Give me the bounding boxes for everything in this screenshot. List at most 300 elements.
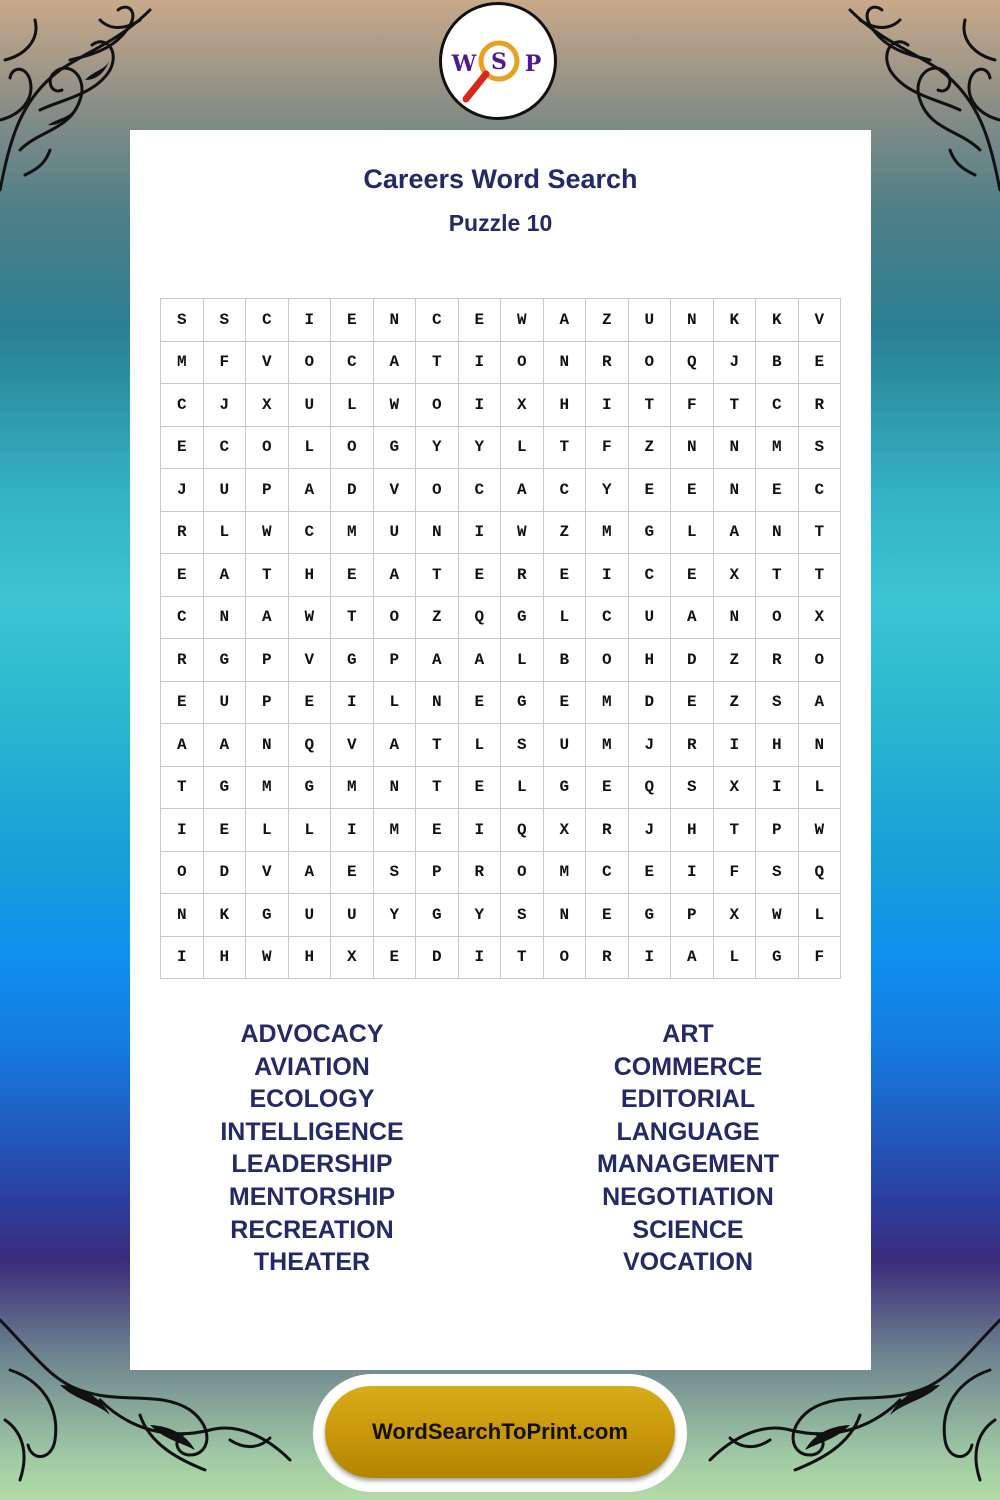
grid-cell[interactable]: N bbox=[416, 681, 459, 724]
grid-cell[interactable]: M bbox=[331, 766, 374, 809]
grid-cell[interactable]: T bbox=[501, 936, 544, 979]
grid-cell[interactable]: N bbox=[161, 894, 204, 937]
grid-cell[interactable]: N bbox=[203, 596, 246, 639]
grid-cell[interactable]: J bbox=[161, 469, 204, 512]
grid-cell[interactable]: N bbox=[416, 511, 459, 554]
grid-cell[interactable]: U bbox=[331, 894, 374, 937]
grid-cell[interactable]: J bbox=[713, 341, 756, 384]
grid-cell[interactable]: T bbox=[756, 554, 799, 597]
grid-cell[interactable]: K bbox=[756, 299, 799, 342]
grid-cell[interactable]: X bbox=[713, 554, 756, 597]
grid-cell[interactable]: D bbox=[628, 681, 671, 724]
grid-cell[interactable]: I bbox=[458, 384, 501, 427]
grid-cell[interactable]: C bbox=[543, 469, 586, 512]
grid-cell[interactable]: K bbox=[713, 299, 756, 342]
grid-cell[interactable]: C bbox=[416, 299, 459, 342]
grid-cell[interactable]: X bbox=[543, 809, 586, 852]
word-list-item: COMMERCE bbox=[613, 1052, 763, 1081]
site-link[interactable]: WordSearchToPrint.com bbox=[372, 1419, 628, 1444]
grid-cell[interactable]: A bbox=[161, 724, 204, 767]
grid-cell[interactable]: O bbox=[373, 596, 416, 639]
grid-cell[interactable]: A bbox=[416, 639, 459, 682]
word-list-right bbox=[538, 1018, 838, 1279]
grid-row bbox=[161, 384, 841, 427]
grid-cell[interactable]: Z bbox=[586, 299, 629, 342]
grid-cell[interactable]: N bbox=[713, 469, 756, 512]
grid-cell[interactable]: E bbox=[671, 554, 714, 597]
grid-cell[interactable]: L bbox=[713, 936, 756, 979]
grid-cell[interactable]: H bbox=[671, 809, 714, 852]
grid-cell[interactable]: S bbox=[756, 851, 799, 894]
grid-cell[interactable]: S bbox=[501, 724, 544, 767]
grid-cell[interactable]: I bbox=[288, 299, 331, 342]
grid-row bbox=[161, 511, 841, 554]
grid-cell[interactable]: M bbox=[543, 851, 586, 894]
grid-cell[interactable]: B bbox=[756, 341, 799, 384]
grid-cell[interactable]: G bbox=[756, 936, 799, 979]
grid-cell[interactable]: Y bbox=[586, 469, 629, 512]
grid-cell[interactable]: M bbox=[756, 426, 799, 469]
grid-cell[interactable]: C bbox=[586, 851, 629, 894]
grid-cell[interactable]: M bbox=[586, 511, 629, 554]
grid-row bbox=[161, 341, 841, 384]
grid-cell[interactable]: A bbox=[713, 511, 756, 554]
grid-cell[interactable]: E bbox=[331, 299, 374, 342]
grid-cell[interactable]: A bbox=[288, 469, 331, 512]
grid-cell[interactable]: G bbox=[501, 681, 544, 724]
grid-cell[interactable]: N bbox=[246, 724, 289, 767]
grid-cell[interactable]: E bbox=[798, 341, 841, 384]
grid-cell[interactable]: L bbox=[798, 766, 841, 809]
logo-letter-p: P bbox=[524, 51, 542, 77]
grid-row bbox=[161, 724, 841, 767]
grid-cell[interactable]: W bbox=[246, 511, 289, 554]
grid-cell[interactable]: T bbox=[713, 384, 756, 427]
grid-cell[interactable]: E bbox=[458, 766, 501, 809]
grid-cell[interactable]: E bbox=[416, 809, 459, 852]
grid-cell[interactable]: S bbox=[501, 894, 544, 937]
grid-cell[interactable]: E bbox=[161, 554, 204, 597]
word-list-item: ART bbox=[662, 1020, 714, 1048]
grid-cell[interactable]: L bbox=[288, 809, 331, 852]
puzzle-card bbox=[130, 130, 871, 1370]
grid-cell[interactable]: I bbox=[458, 936, 501, 979]
grid-cell[interactable]: O bbox=[288, 341, 331, 384]
grid-cell[interactable]: L bbox=[458, 724, 501, 767]
grid-cell[interactable]: Q bbox=[288, 724, 331, 767]
grid-cell[interactable]: O bbox=[416, 384, 459, 427]
grid-cell[interactable]: O bbox=[246, 426, 289, 469]
word-list-item: MANAGEMENT bbox=[597, 1150, 779, 1179]
grid-row bbox=[161, 681, 841, 724]
grid-cell[interactable]: O bbox=[161, 851, 204, 894]
letter-grid bbox=[160, 298, 841, 979]
grid-cell[interactable]: I bbox=[331, 681, 374, 724]
grid-cell[interactable]: I bbox=[161, 936, 204, 979]
grid-cell[interactable]: V bbox=[798, 299, 841, 342]
grid-cell[interactable]: G bbox=[501, 596, 544, 639]
grid-cell[interactable]: C bbox=[798, 469, 841, 512]
grid-cell[interactable]: C bbox=[628, 554, 671, 597]
grid-cell[interactable]: E bbox=[458, 681, 501, 724]
grid-cell[interactable]: A bbox=[458, 639, 501, 682]
grid-cell[interactable]: R bbox=[798, 384, 841, 427]
grid-cell[interactable]: O bbox=[501, 851, 544, 894]
grid-cell[interactable]: I bbox=[458, 809, 501, 852]
word-list-item: LEADERSHIP bbox=[231, 1150, 393, 1179]
grid-cell[interactable]: G bbox=[203, 766, 246, 809]
grid-cell[interactable]: L bbox=[203, 511, 246, 554]
grid-cell[interactable]: Y bbox=[458, 894, 501, 937]
grid-cell[interactable]: H bbox=[628, 639, 671, 682]
grid-cell[interactable]: V bbox=[288, 639, 331, 682]
grid-cell[interactable]: U bbox=[373, 511, 416, 554]
grid-cell[interactable]: S bbox=[671, 766, 714, 809]
grid-cell[interactable]: I bbox=[458, 511, 501, 554]
grid-cell[interactable]: C bbox=[161, 384, 204, 427]
grid-cell[interactable]: O bbox=[416, 469, 459, 512]
grid-row bbox=[161, 639, 841, 682]
grid-cell[interactable]: A bbox=[543, 299, 586, 342]
grid-cell[interactable]: T bbox=[713, 809, 756, 852]
grid-cell[interactable]: N bbox=[756, 511, 799, 554]
grid-cell[interactable]: E bbox=[543, 681, 586, 724]
grid-cell[interactable]: T bbox=[798, 511, 841, 554]
grid-cell[interactable]: T bbox=[798, 554, 841, 597]
grid-cell[interactable]: P bbox=[756, 809, 799, 852]
grid-cell[interactable]: O bbox=[586, 639, 629, 682]
word-list-item: ECOLOGY bbox=[249, 1085, 375, 1114]
grid-cell[interactable]: O bbox=[798, 639, 841, 682]
grid-cell[interactable]: O bbox=[331, 426, 374, 469]
grid-cell[interactable]: H bbox=[543, 384, 586, 427]
grid-cell[interactable]: C bbox=[203, 426, 246, 469]
grid-cell[interactable]: T bbox=[416, 554, 459, 597]
grid-cell[interactable]: V bbox=[246, 341, 289, 384]
grid-row bbox=[161, 894, 841, 937]
grid-cell[interactable]: A bbox=[373, 724, 416, 767]
grid-cell[interactable]: E bbox=[161, 426, 204, 469]
grid-cell[interactable]: U bbox=[203, 681, 246, 724]
grid-cell[interactable]: U bbox=[288, 894, 331, 937]
grid-row bbox=[161, 469, 841, 512]
grid-cell[interactable]: E bbox=[331, 554, 374, 597]
grid-cell[interactable]: E bbox=[203, 809, 246, 852]
grid-cell[interactable]: Q bbox=[671, 341, 714, 384]
grid-cell[interactable]: P bbox=[671, 894, 714, 937]
grid-row bbox=[161, 766, 841, 809]
grid-cell[interactable]: C bbox=[288, 511, 331, 554]
grid-cell[interactable]: G bbox=[288, 766, 331, 809]
grid-cell[interactable]: U bbox=[628, 596, 671, 639]
grid-cell[interactable]: H bbox=[288, 554, 331, 597]
grid-cell[interactable]: N bbox=[671, 299, 714, 342]
grid-cell[interactable]: Y bbox=[373, 894, 416, 937]
grid-cell[interactable]: E bbox=[161, 681, 204, 724]
grid-cell[interactable]: R bbox=[671, 724, 714, 767]
grid-cell[interactable]: I bbox=[586, 554, 629, 597]
grid-cell[interactable]: L bbox=[288, 426, 331, 469]
grid-cell[interactable]: L bbox=[331, 384, 374, 427]
grid-cell[interactable]: K bbox=[203, 894, 246, 937]
grid-cell[interactable]: R bbox=[161, 639, 204, 682]
grid-cell[interactable]: T bbox=[246, 554, 289, 597]
grid-cell[interactable]: O bbox=[543, 936, 586, 979]
grid-cell[interactable]: G bbox=[416, 894, 459, 937]
grid-row bbox=[161, 554, 841, 597]
grid-cell[interactable]: A bbox=[203, 724, 246, 767]
grid-cell[interactable]: L bbox=[671, 511, 714, 554]
grid-cell[interactable]: T bbox=[416, 341, 459, 384]
grid-cell[interactable]: A bbox=[671, 936, 714, 979]
grid-cell[interactable]: A bbox=[373, 554, 416, 597]
grid-cell[interactable]: T bbox=[331, 596, 374, 639]
grid-cell[interactable]: Y bbox=[458, 426, 501, 469]
grid-cell[interactable]: P bbox=[416, 851, 459, 894]
grid-cell[interactable]: E bbox=[331, 851, 374, 894]
grid-cell[interactable]: P bbox=[373, 639, 416, 682]
grid-cell[interactable]: S bbox=[756, 681, 799, 724]
grid-cell[interactable]: S bbox=[798, 426, 841, 469]
grid-cell[interactable]: D bbox=[331, 469, 374, 512]
word-list-item: EDITORIAL bbox=[620, 1085, 756, 1114]
grid-cell[interactable]: W bbox=[246, 936, 289, 979]
grid-cell[interactable]: E bbox=[671, 681, 714, 724]
grid-cell[interactable]: R bbox=[458, 851, 501, 894]
grid-cell[interactable]: Z bbox=[543, 511, 586, 554]
grid-cell[interactable]: P bbox=[246, 639, 289, 682]
grid-cell[interactable]: U bbox=[543, 724, 586, 767]
grid-cell[interactable]: A bbox=[798, 681, 841, 724]
grid-cell[interactable]: X bbox=[713, 894, 756, 937]
grid-cell[interactable]: J bbox=[628, 724, 671, 767]
grid-cell[interactable]: D bbox=[671, 639, 714, 682]
grid-cell[interactable]: V bbox=[246, 851, 289, 894]
grid-cell[interactable]: E bbox=[628, 851, 671, 894]
grid-cell[interactable]: H bbox=[288, 936, 331, 979]
grid-cell[interactable]: U bbox=[288, 384, 331, 427]
grid-cell[interactable]: A bbox=[501, 469, 544, 512]
grid-cell[interactable]: I bbox=[586, 384, 629, 427]
grid-cell[interactable]: J bbox=[628, 809, 671, 852]
grid-cell[interactable]: I bbox=[161, 809, 204, 852]
grid-cell[interactable]: N bbox=[373, 299, 416, 342]
grid-cell[interactable]: E bbox=[458, 554, 501, 597]
grid-cell[interactable]: C bbox=[586, 596, 629, 639]
grid-cell[interactable]: J bbox=[203, 384, 246, 427]
grid-cell[interactable]: R bbox=[501, 554, 544, 597]
grid-cell[interactable]: T bbox=[161, 766, 204, 809]
grid-cell[interactable]: Z bbox=[713, 681, 756, 724]
grid-cell[interactable]: L bbox=[543, 596, 586, 639]
grid-cell[interactable]: S bbox=[161, 299, 204, 342]
grid-cell[interactable]: Z bbox=[628, 426, 671, 469]
grid-cell[interactable]: A bbox=[288, 851, 331, 894]
logo-letter-s: S bbox=[491, 49, 507, 75]
grid-cell[interactable]: N bbox=[543, 894, 586, 937]
word-list-item: AVIATION bbox=[254, 1052, 370, 1081]
grid-cell[interactable]: M bbox=[161, 341, 204, 384]
grid-cell[interactable]: M bbox=[586, 681, 629, 724]
grid-cell[interactable]: S bbox=[373, 851, 416, 894]
word-list-item: MENTORSHIP bbox=[228, 1182, 396, 1211]
grid-cell[interactable]: G bbox=[543, 766, 586, 809]
grid-cell[interactable]: C bbox=[756, 384, 799, 427]
grid-cell[interactable]: M bbox=[331, 511, 374, 554]
page-title: Careers Word Search bbox=[363, 164, 638, 194]
grid-cell[interactable]: T bbox=[416, 724, 459, 767]
word-list-item: THEATER bbox=[253, 1248, 371, 1277]
grid-cell[interactable]: R bbox=[586, 809, 629, 852]
grid-cell[interactable]: U bbox=[203, 469, 246, 512]
grid-cell[interactable]: E bbox=[373, 936, 416, 979]
grid-cell[interactable]: D bbox=[203, 851, 246, 894]
grid-cell[interactable]: A bbox=[671, 596, 714, 639]
grid-cell[interactable]: T bbox=[628, 384, 671, 427]
grid-cell[interactable]: E bbox=[586, 894, 629, 937]
grid-cell[interactable]: L bbox=[798, 894, 841, 937]
grid-cell[interactable]: M bbox=[246, 766, 289, 809]
grid-row bbox=[161, 851, 841, 894]
grid-cell[interactable]: W bbox=[288, 596, 331, 639]
grid-cell[interactable]: Z bbox=[713, 639, 756, 682]
grid-cell[interactable]: F bbox=[203, 341, 246, 384]
grid-cell[interactable]: L bbox=[501, 426, 544, 469]
grid-cell[interactable]: G bbox=[628, 511, 671, 554]
grid-cell[interactable]: H bbox=[756, 724, 799, 767]
site-logo[interactable] bbox=[439, 2, 557, 120]
grid-cell[interactable]: C bbox=[161, 596, 204, 639]
grid-row bbox=[161, 936, 841, 979]
word-list-item: LANGUAGE bbox=[616, 1117, 760, 1146]
word-list-item: VOCATION bbox=[622, 1248, 754, 1277]
grid-cell[interactable]: F bbox=[586, 426, 629, 469]
puzzle-number: Puzzle 10 bbox=[448, 210, 553, 236]
grid-row bbox=[161, 809, 841, 852]
grid-cell[interactable]: S bbox=[203, 299, 246, 342]
grid-cell[interactable]: R bbox=[586, 936, 629, 979]
grid-cell[interactable]: E bbox=[628, 469, 671, 512]
word-list-item: ADVOCACY bbox=[240, 1020, 384, 1048]
grid-cell[interactable]: E bbox=[288, 681, 331, 724]
grid-cell[interactable]: N bbox=[543, 341, 586, 384]
grid-cell[interactable]: N bbox=[798, 724, 841, 767]
grid-cell[interactable]: G bbox=[628, 894, 671, 937]
grid-cell[interactable]: L bbox=[246, 809, 289, 852]
grid-cell[interactable]: V bbox=[331, 724, 374, 767]
grid-cell[interactable]: E bbox=[543, 554, 586, 597]
grid-cell[interactable]: P bbox=[246, 681, 289, 724]
grid-cell[interactable]: M bbox=[373, 809, 416, 852]
grid-cell[interactable]: G bbox=[246, 894, 289, 937]
grid-cell[interactable]: O bbox=[756, 596, 799, 639]
grid-cell[interactable]: X bbox=[246, 384, 289, 427]
grid-cell[interactable]: A bbox=[373, 341, 416, 384]
grid-cell[interactable]: F bbox=[798, 936, 841, 979]
word-list-left bbox=[162, 1018, 462, 1279]
footer-banner[interactable] bbox=[325, 1386, 675, 1478]
grid-cell[interactable]: P bbox=[246, 469, 289, 512]
grid-cell[interactable]: G bbox=[373, 426, 416, 469]
grid-cell[interactable]: Q bbox=[458, 596, 501, 639]
grid-cell[interactable]: H bbox=[203, 936, 246, 979]
grid-row bbox=[161, 596, 841, 639]
grid-cell[interactable]: I bbox=[628, 936, 671, 979]
grid-cell[interactable]: X bbox=[713, 766, 756, 809]
grid-cell[interactable]: C bbox=[458, 469, 501, 512]
grid-cell[interactable]: L bbox=[501, 766, 544, 809]
grid-cell[interactable]: A bbox=[246, 596, 289, 639]
grid-cell[interactable]: N bbox=[713, 426, 756, 469]
grid-cell[interactable]: E bbox=[458, 299, 501, 342]
grid-cell[interactable]: N bbox=[671, 426, 714, 469]
grid-cell[interactable]: L bbox=[373, 681, 416, 724]
grid-cell[interactable]: W bbox=[798, 809, 841, 852]
grid-cell[interactable]: L bbox=[501, 639, 544, 682]
grid-cell[interactable]: E bbox=[756, 469, 799, 512]
grid-cell[interactable]: O bbox=[628, 341, 671, 384]
grid-cell[interactable]: F bbox=[671, 384, 714, 427]
grid-row bbox=[161, 299, 841, 342]
logo-letter-w: W bbox=[451, 51, 477, 77]
grid-cell[interactable]: W bbox=[501, 511, 544, 554]
grid-cell[interactable]: Z bbox=[416, 596, 459, 639]
grid-cell[interactable]: U bbox=[628, 299, 671, 342]
grid-cell[interactable]: I bbox=[713, 724, 756, 767]
grid-cell[interactable]: F bbox=[713, 851, 756, 894]
grid-cell[interactable]: Q bbox=[501, 809, 544, 852]
grid-cell[interactable]: G bbox=[203, 639, 246, 682]
grid-cell[interactable]: T bbox=[416, 766, 459, 809]
grid-cell[interactable]: R bbox=[161, 511, 204, 554]
grid-cell[interactable]: N bbox=[373, 766, 416, 809]
grid-cell[interactable]: E bbox=[586, 766, 629, 809]
magnifier-icon bbox=[442, 5, 554, 117]
grid-cell[interactable]: M bbox=[586, 724, 629, 767]
grid-cell[interactable]: X bbox=[331, 936, 374, 979]
grid-cell[interactable]: I bbox=[458, 341, 501, 384]
grid-cell[interactable]: W bbox=[756, 894, 799, 937]
grid-cell[interactable]: X bbox=[501, 384, 544, 427]
grid-cell[interactable]: G bbox=[331, 639, 374, 682]
grid-cell[interactable]: Q bbox=[798, 851, 841, 894]
grid-row bbox=[161, 426, 841, 469]
grid-cell[interactable]: Q bbox=[628, 766, 671, 809]
grid-cell[interactable]: R bbox=[756, 639, 799, 682]
grid-cell[interactable]: N bbox=[713, 596, 756, 639]
grid-cell[interactable]: B bbox=[543, 639, 586, 682]
grid-cell[interactable]: I bbox=[756, 766, 799, 809]
grid-cell[interactable]: Y bbox=[416, 426, 459, 469]
word-list-item: RECREATION bbox=[230, 1215, 394, 1244]
grid-cell[interactable]: W bbox=[373, 384, 416, 427]
grid-cell[interactable]: X bbox=[798, 596, 841, 639]
grid-cell[interactable]: O bbox=[501, 341, 544, 384]
grid-cell[interactable]: A bbox=[203, 554, 246, 597]
grid-cell[interactable]: T bbox=[543, 426, 586, 469]
grid-cell[interactable]: W bbox=[501, 299, 544, 342]
grid-cell[interactable]: D bbox=[416, 936, 459, 979]
word-list-item: SCIENCE bbox=[632, 1215, 744, 1244]
grid-cell[interactable]: C bbox=[246, 299, 289, 342]
grid-cell[interactable]: I bbox=[671, 851, 714, 894]
grid-cell[interactable]: V bbox=[373, 469, 416, 512]
word-list-item: INTELLIGENCE bbox=[220, 1117, 404, 1146]
grid-cell[interactable]: R bbox=[586, 341, 629, 384]
grid-cell[interactable]: I bbox=[331, 809, 374, 852]
grid-cell[interactable]: E bbox=[671, 469, 714, 512]
grid-cell[interactable]: C bbox=[331, 341, 374, 384]
